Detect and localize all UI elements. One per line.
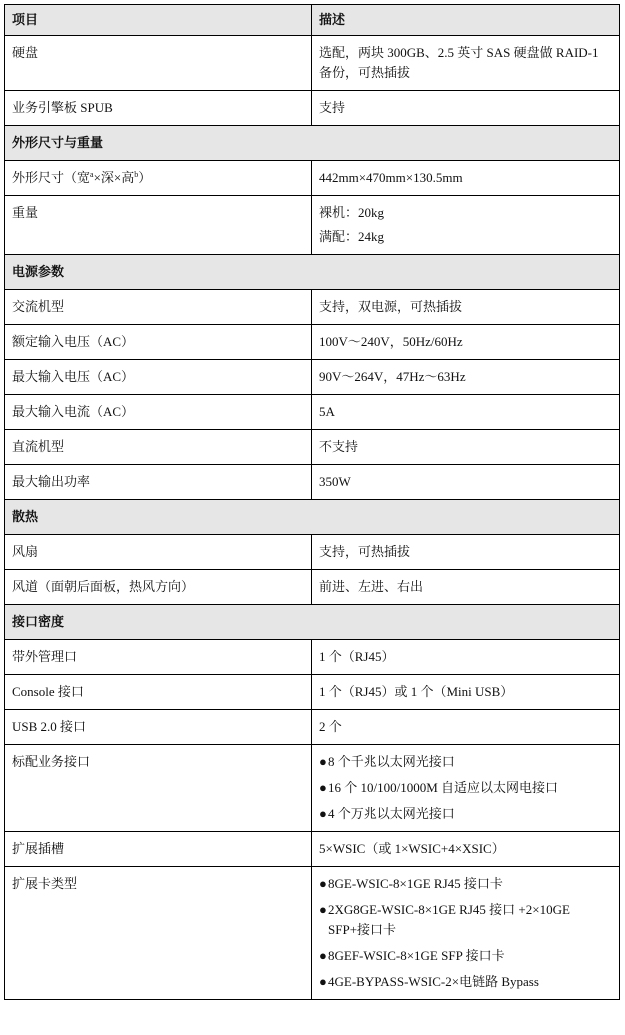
table-row bbox=[5, 325, 620, 360]
list-item: ● 16 个 10/100/1000M 自适应以太网电接口 bbox=[319, 778, 612, 798]
size-label-b: ×深×高 bbox=[93, 170, 135, 185]
section-row bbox=[5, 255, 620, 290]
row-item: 硬盘 bbox=[5, 36, 312, 91]
section-row bbox=[5, 500, 620, 535]
row-description: 选配，两块 300GB、2.5 英寸 SAS 硬盘做 RAID-1 备份，可热插拔 bbox=[312, 36, 620, 91]
list-item: ● 8GE-WSIC-8×1GE RJ45 接口卡 bbox=[319, 874, 612, 894]
list-item: ● 2XG8GE-WSIC-8×1GE RJ45 接口 +2×10GE SFP+接口卡 bbox=[319, 900, 612, 940]
weight-bare: 裸机：20kg bbox=[319, 205, 385, 220]
list-item: ● 8GEF-WSIC-8×1GE SFP 接口卡 bbox=[319, 946, 612, 966]
row-description: 5×WSIC（或 1×WSIC+4×XSIC） bbox=[312, 832, 620, 867]
table-row bbox=[5, 196, 620, 255]
row-description: 支持 bbox=[312, 91, 620, 126]
row-description: 5A bbox=[312, 395, 620, 430]
row-item: 扩展插槽 bbox=[5, 832, 312, 867]
row-item: 直流机型 bbox=[5, 430, 312, 465]
bullet-icon: ● bbox=[319, 902, 327, 917]
bullet-icon: ● bbox=[319, 948, 327, 963]
row-item: 扩展卡类型 bbox=[5, 867, 312, 1000]
table-row bbox=[5, 745, 620, 832]
weight-full: 满配：24kg bbox=[319, 229, 385, 244]
row-description: 350W bbox=[312, 465, 620, 500]
section-title-cooling: 散热 bbox=[5, 500, 620, 535]
row-description: 1 个（RJ45）或 1 个（Mini USB） bbox=[312, 675, 620, 710]
row-item: 业务引擎板 SPUB bbox=[5, 91, 312, 126]
bullet-icon: ● bbox=[319, 974, 327, 989]
row-item: 最大输出功率 bbox=[5, 465, 312, 500]
row-description: 442mm×470mm×130.5mm bbox=[312, 161, 620, 196]
row-description: 不支持 bbox=[312, 430, 620, 465]
table-row bbox=[5, 36, 620, 91]
footnote-b: b bbox=[134, 170, 139, 179]
table-row bbox=[5, 867, 620, 1000]
table-row bbox=[5, 290, 620, 325]
row-item: Console 接口 bbox=[5, 675, 312, 710]
row-item: 风扇 bbox=[5, 535, 312, 570]
row-description bbox=[312, 745, 620, 832]
row-item: 最大输入电压（AC） bbox=[5, 360, 312, 395]
section-row bbox=[5, 605, 620, 640]
table-row bbox=[5, 161, 620, 196]
table-header-row bbox=[5, 5, 620, 36]
table-row bbox=[5, 360, 620, 395]
row-item: USB 2.0 接口 bbox=[5, 710, 312, 745]
header-description: 描述 bbox=[312, 5, 620, 36]
table-row bbox=[5, 640, 620, 675]
section-title-power: 电源参数 bbox=[5, 255, 620, 290]
bullet-icon: ● bbox=[319, 754, 327, 769]
table-row bbox=[5, 535, 620, 570]
bullet-icon: ● bbox=[319, 780, 327, 795]
size-label-a: 外形尺寸（宽 bbox=[12, 170, 91, 185]
table-row bbox=[5, 91, 620, 126]
row-item: 额定输入电压（AC） bbox=[5, 325, 312, 360]
row-description bbox=[312, 196, 620, 255]
row-item: 标配业务接口 bbox=[5, 745, 312, 832]
row-item: 重量 bbox=[5, 196, 312, 255]
table-row bbox=[5, 395, 620, 430]
header-item: 项目 bbox=[5, 5, 312, 36]
row-description: 支持，可热插拔 bbox=[312, 535, 620, 570]
list-item: ● 8 个千兆以太网光接口 bbox=[319, 752, 612, 772]
row-description: 90V～264V，47Hz～63Hz bbox=[312, 360, 620, 395]
footnote-a: a bbox=[90, 170, 94, 179]
section-title-interface: 接口密度 bbox=[5, 605, 620, 640]
row-description: 100V～240V，50Hz/60Hz bbox=[312, 325, 620, 360]
row-description: 2 个 bbox=[312, 710, 620, 745]
row-item bbox=[5, 161, 312, 196]
table-row bbox=[5, 465, 620, 500]
bullet-icon: ● bbox=[319, 876, 327, 891]
table-row bbox=[5, 832, 620, 867]
row-item: 最大输入电流（AC） bbox=[5, 395, 312, 430]
size-label-c: ） bbox=[138, 170, 152, 185]
section-row bbox=[5, 126, 620, 161]
spec-table bbox=[4, 4, 620, 1000]
row-item: 风道（面朝后面板，热风方向） bbox=[5, 570, 312, 605]
list-item: ● 4 个万兆以太网光接口 bbox=[319, 804, 612, 824]
row-description bbox=[312, 867, 620, 1000]
row-item: 带外管理口 bbox=[5, 640, 312, 675]
table-row bbox=[5, 675, 620, 710]
bullet-icon: ● bbox=[319, 806, 327, 821]
row-description: 支持，双电源，可热插拔 bbox=[312, 290, 620, 325]
row-description: 前进、左进、右出 bbox=[312, 570, 620, 605]
table-row bbox=[5, 570, 620, 605]
table-row bbox=[5, 430, 620, 465]
row-description: 1 个（RJ45） bbox=[312, 640, 620, 675]
table-row bbox=[5, 710, 620, 745]
section-title-size-weight: 外形尺寸与重量 bbox=[5, 126, 620, 161]
row-item: 交流机型 bbox=[5, 290, 312, 325]
list-item: ● 4GE-BYPASS-WSIC-2×电链路 Bypass bbox=[319, 972, 612, 992]
